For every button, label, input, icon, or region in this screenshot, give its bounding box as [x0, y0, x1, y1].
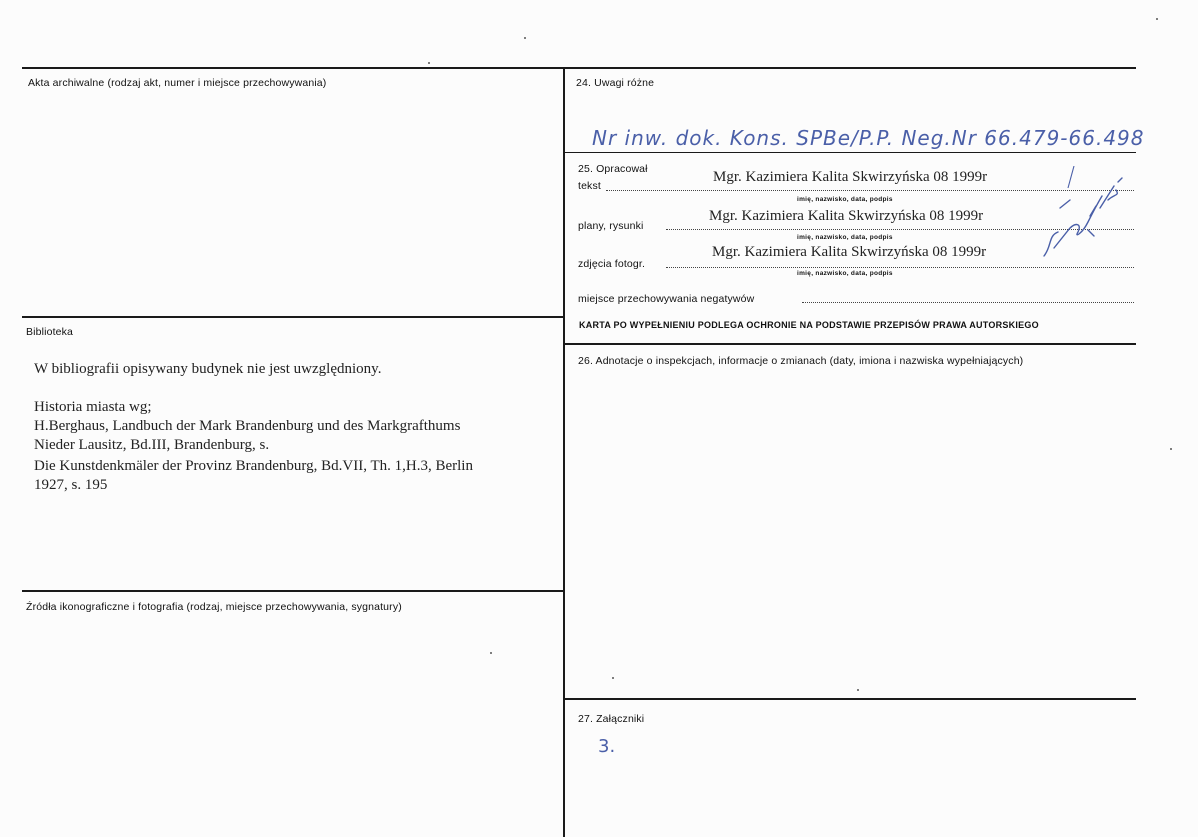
scan-speck — [1170, 448, 1172, 450]
left-divider-library — [22, 316, 564, 318]
library-line: 1927, s. 195 — [34, 477, 108, 493]
signature-mark — [1030, 166, 1130, 266]
library-label: Biblioteka — [26, 326, 74, 338]
photos-row-line — [666, 267, 1134, 268]
photos-row-value: Mgr. Kazimiera Kalita Skwirzyńska 08 1999r — [712, 244, 987, 260]
remarks-handwritten: Nr inw. dok. Kons. SPBe/P.P. Neg.Nr 66.479-66.498 — [592, 126, 1145, 150]
scan-speck — [857, 689, 859, 691]
photos-row-caption: imię, nazwisko, data, podpis — [797, 270, 893, 277]
scan-speck — [1156, 18, 1158, 20]
library-line: Nieder Lausitz, Bd.III, Brandenburg, s. — [34, 437, 270, 453]
sources-label: Źródła ikonograficzne i fotografia (rodzaj, miejsce przechowywania, sygnatury) — [26, 601, 402, 613]
attachments-label: 27. Załączniki — [578, 713, 645, 725]
inspections-label: 26. Adnotacje o inspekcjach, informacje o zmianach (daty, imiona i nazwiska wypełniających) — [578, 355, 1024, 367]
library-line: Die Kunstdenkmäler der Provinz Brandenburg, Bd.VII, Th. 1,H.3, Berlin — [34, 458, 473, 474]
library-line: W bibliografii opisywany budynek nie jest uwzględniony. — [34, 361, 382, 377]
negatives-label: miejsce przechowywania negatywów — [578, 293, 755, 305]
scan-speck — [524, 37, 526, 39]
archives-label: Akta archiwalne (rodzaj akt, numer i miejsce przechowywania) — [28, 77, 327, 89]
center-divider — [563, 67, 565, 837]
attachments-value: 3. — [598, 736, 616, 757]
copyright-notice: KARTA PO WYPEŁNIENIU PODLEGA OCHRONIE NA PODSTAWIE PRZEPISÓW PRAWA AUTORSKIEGO — [579, 320, 1039, 330]
right-divider-prepared — [564, 343, 1136, 345]
left-divider-sources — [22, 590, 564, 592]
top-rule — [22, 67, 1136, 69]
prepared-label: 25. Opracował — [578, 163, 648, 175]
text-row-caption: imię, nazwisko, data, podpis — [797, 196, 893, 203]
scan-speck — [490, 652, 492, 654]
plans-row-value: Mgr. Kazimiera Kalita Skwirzyńska 08 1999r — [709, 208, 984, 224]
scan-speck — [428, 62, 430, 64]
scan-speck — [612, 677, 614, 679]
negatives-line — [802, 302, 1134, 303]
photos-row-label: zdjęcia fotogr. — [578, 258, 646, 270]
library-line: Historia miasta wg; — [34, 399, 152, 415]
plans-row-caption: imię, nazwisko, data, podpis — [797, 234, 893, 241]
text-row-label: tekst — [578, 180, 601, 192]
text-row-value: Mgr. Kazimiera Kalita Skwirzyńska 08 1999r — [713, 169, 988, 185]
right-divider-remarks — [564, 152, 1136, 153]
plans-row-label: plany, rysunki — [578, 220, 644, 232]
library-line: H.Berghaus, Landbuch der Mark Brandenburg und des Markgrafthums — [34, 418, 461, 434]
remarks-label: 24. Uwagi różne — [576, 77, 655, 89]
right-divider-attachments — [564, 698, 1136, 700]
